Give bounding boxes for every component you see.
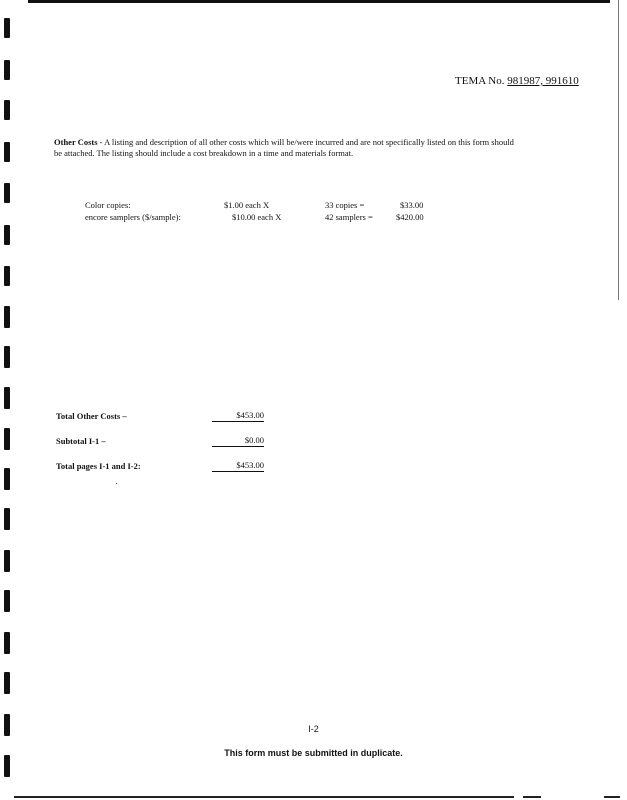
binder-hole-mark (4, 306, 10, 328)
tema-number (455, 75, 579, 87)
other-costs-heading: Other Costs (54, 137, 98, 147)
scan-bottom-edge-segment (523, 796, 541, 798)
binder-hole-mark (4, 183, 10, 203)
cost-item-total: $420.00 (396, 212, 424, 222)
binder-hole-mark (4, 266, 10, 286)
cost-item-quantity: 42 samplers = (325, 212, 373, 222)
cost-item-quantity: 33 copies = (325, 200, 365, 210)
subtotal-value: $0.00 (212, 435, 264, 447)
binder-hole-mark (4, 225, 10, 245)
scan-top-edge (28, 0, 610, 3)
binder-hole-mark (4, 632, 10, 654)
scan-right-edge (618, 0, 619, 300)
binder-hole-mark (4, 346, 10, 368)
total-other-costs-value: $453.00 (212, 410, 264, 422)
binder-hole-mark (4, 142, 10, 162)
tema-label: TEMA No. (455, 75, 505, 87)
binder-hole-mark (4, 428, 10, 450)
grand-total-label: Total pages I-1 and I-2: (56, 461, 141, 471)
cost-item-name: Color copies: (85, 200, 131, 210)
binder-hole-mark (4, 100, 10, 120)
other-costs-description: - A listing and description of all other costs which will be/were incurred and are not specifically listed on this form should be attached. The listing should include a cost breakdown in a time and materials format. (54, 137, 514, 158)
binder-hole-mark (4, 468, 10, 490)
binder-hole-mark (4, 60, 10, 80)
scan-bottom-edge (14, 796, 514, 798)
scan-bottom-edge-segment (604, 796, 620, 798)
footer-note: This form must be submitted in duplicate. (224, 748, 403, 758)
tema-value: 981987, 991610 (507, 75, 579, 87)
cost-item-unit-cost: $1.00 each X (224, 200, 270, 210)
page-number: I-2 (308, 724, 319, 734)
cost-item-total: $33.00 (400, 200, 424, 210)
binder-hole-mark (4, 508, 10, 530)
binder-hole-mark (4, 550, 10, 572)
scan-speck (116, 483, 117, 484)
grand-total-value: $453.00 (212, 460, 264, 472)
binder-hole-mark (4, 18, 10, 38)
cost-item-name: encore samplers ($/sample): (85, 212, 181, 222)
binder-hole-mark (4, 672, 10, 694)
binder-hole-mark (4, 590, 10, 612)
binder-hole-mark (4, 387, 10, 409)
subtotal-label: Subtotal I-1 – (56, 436, 106, 446)
binder-hole-mark (4, 755, 10, 777)
other-costs-paragraph (54, 137, 524, 159)
cost-item-unit-cost: $10.00 each X (232, 212, 282, 222)
total-other-costs-label: Total Other Costs – (56, 411, 127, 421)
